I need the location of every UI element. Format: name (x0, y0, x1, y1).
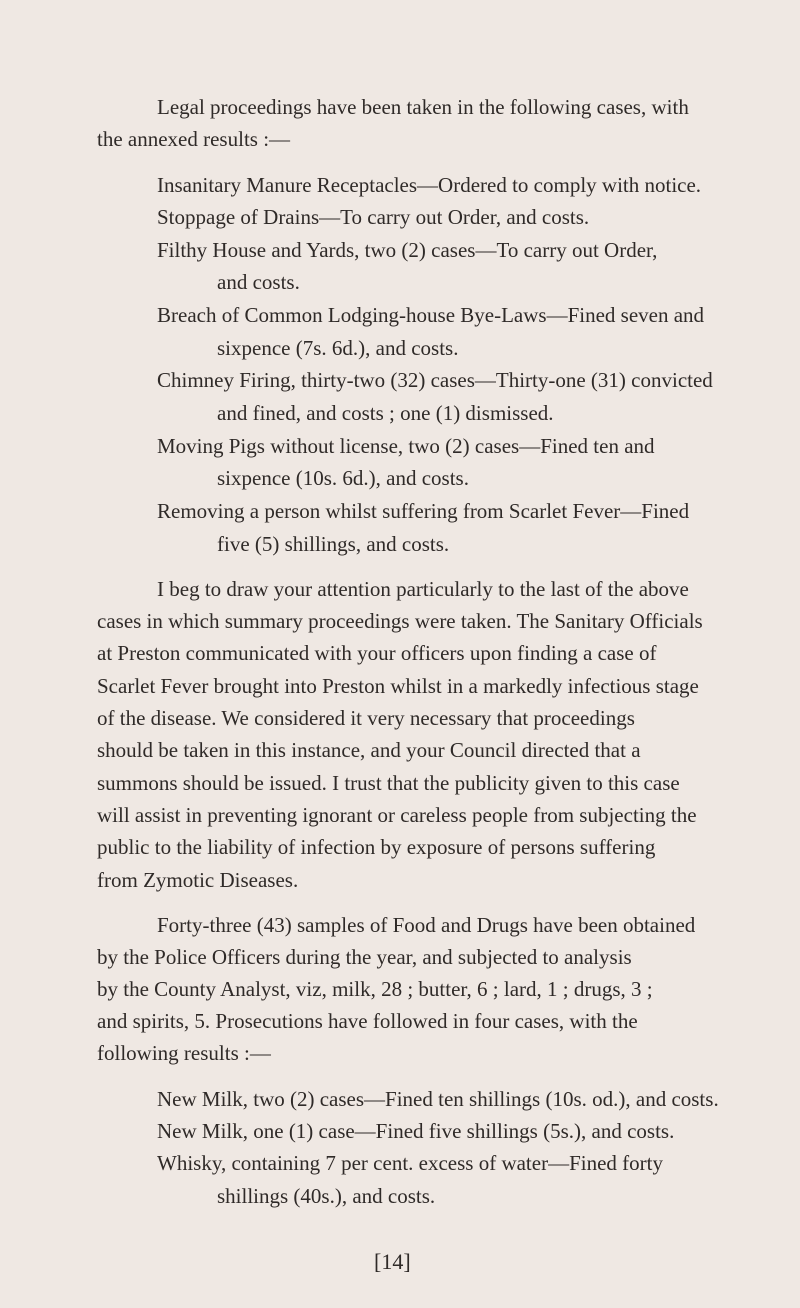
case-line-8: and fined, and costs ; one (1) dismissed. (217, 401, 554, 425)
paragraph-1-line-1: I beg to draw your attention particularly to the last of the above (157, 577, 689, 601)
intro-line-1: Legal proceedings have been taken in the following cases, with (157, 95, 689, 119)
paragraph-1-line-10: from Zymotic Diseases. (97, 868, 299, 892)
paragraph-1-line-6: should be taken in this instance, and your Council directed that a (97, 738, 641, 762)
paragraph-2-line-4: and spirits, 5. Prosecutions have followed in four cases, with the (97, 1009, 638, 1033)
case-line-3: Filthy House and Yards, two (2) cases—To carry out Order, (157, 238, 658, 262)
paragraph-1-line-9: public to the liability of infection by exposure of persons suffering (97, 835, 656, 859)
result-line-3: Whisky, containing 7 per cent. excess of water—Fined forty (157, 1151, 663, 1175)
paragraph-2-line-5: following results :— (97, 1041, 271, 1065)
case-line-1: Insanitary Manure Receptacles—Ordered to comply with notice. (157, 173, 702, 197)
case-line-9: Moving Pigs without license, two (2) cases—Fined ten and (157, 434, 655, 458)
result-line-2: New Milk, one (1) case—Fined five shillings (5s.), and costs. (157, 1119, 675, 1143)
paragraph-1-line-3: at Preston communicated with your officers upon finding a case of (97, 641, 657, 665)
intro-line-2: the annexed results :— (97, 127, 291, 151)
case-line-4: and costs. (217, 270, 300, 294)
result-line-1: New Milk, two (2) cases—Fined ten shillings (10s. od.), and costs. (157, 1087, 719, 1111)
page-number: [14] (374, 1249, 411, 1274)
case-line-10: sixpence (10s. 6d.), and costs. (217, 466, 469, 490)
paragraph-2-line-3: by the County Analyst, viz, milk, 28 ; butter, 6 ; lard, 1 ; drugs, 3 ; (97, 977, 653, 1001)
paragraph-1-line-5: of the disease. We considered it very necessary that proceedings (97, 706, 635, 730)
paragraph-1-line-4: Scarlet Fever brought into Preston whilst in a markedly infectious stage (97, 674, 699, 698)
paragraph-1-line-8: will assist in preventing ignorant or careless people from subjecting the (97, 803, 697, 827)
result-line-4: shillings (40s.), and costs. (217, 1184, 436, 1208)
case-line-7: Chimney Firing, thirty-two (32) cases—Thirty-one (31) convicted (157, 368, 713, 392)
paragraph-1-line-7: summons should be issued. I trust that the publicity given to this case (97, 771, 680, 795)
case-line-2: Stoppage of Drains—To carry out Order, and costs. (157, 205, 590, 229)
case-line-6: sixpence (7s. 6d.), and costs. (217, 336, 459, 360)
paragraph-1-line-2: cases in which summary proceedings were taken. The Sanitary Officials (97, 609, 703, 633)
case-line-12: five (5) shillings, and costs. (217, 532, 450, 556)
paragraph-2-line-1: Forty-three (43) samples of Food and Drugs have been obtained (157, 913, 696, 937)
case-line-11: Removing a person whilst suffering from Scarlet Fever—Fined (157, 499, 690, 523)
case-line-5: Breach of Common Lodging-house Bye-Laws—Fined seven and (157, 303, 705, 327)
paragraph-2-line-2: by the Police Officers during the year, and subjected to analysis (97, 945, 632, 969)
